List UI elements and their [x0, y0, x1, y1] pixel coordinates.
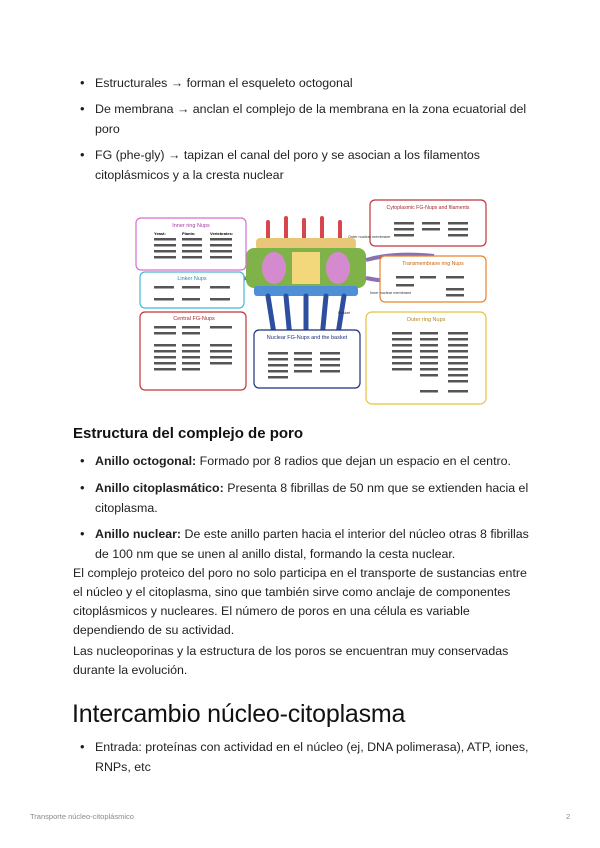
paragraph: El complejo proteico del poro no solo participa en el transporte de sustancias entre el núcleo y el citoplasma, sino que también sirve como anclaje de componentes citoplásmicos y nucleares. El número de poros en una célula es variable dependiendo de su actividad. — [73, 566, 527, 637]
list-item: • Anillo citoplasmático: Presenta 8 fibrillas de 50 nm que se extienden hacia el citoplasma. — [80, 478, 540, 518]
nuclear-pore-complex-figure — [134, 198, 488, 408]
list-item: • Anillo octogonal: Formado por 8 radios que dejan un espacio en el centro. — [80, 451, 540, 471]
col-plants: Plants: — [182, 231, 196, 236]
section-heading-exchange: Intercambio núcleo-citoplasma — [72, 700, 406, 728]
exchange-list — [80, 737, 540, 777]
inner-ring-right — [326, 252, 350, 284]
linker-title: Linker Nups — [177, 276, 207, 282]
transmembrane-title: Transmembrane ring Nups — [402, 261, 464, 267]
nuclear-fg-title: Nuclear FG-Nups and the basket — [266, 335, 348, 341]
paragraph: Las nucleoporinas y la estructura de los poros se encuentran muy conservadas durante la evolución. — [73, 644, 509, 677]
central-fg-title: Central FG-Nups — [173, 316, 215, 322]
list-item: • Estructurales → forman el esqueleto octogonal — [80, 73, 540, 93]
list-item: • FG (phe-gly) → tapizan el canal del poro y se asocian a los filamentos citoplásmicos y a la cresta nuclear — [80, 145, 540, 185]
nucleoporin-types-list — [80, 73, 540, 185]
section-heading-structure: Estructura del complejo de poro — [73, 425, 304, 442]
pore-structure-list — [80, 451, 540, 564]
col-yeast: Yeast: — [154, 231, 166, 236]
col-vertebrates: Vertebrates: — [210, 231, 234, 236]
outer-ring-title: Outer ring Nups — [406, 317, 446, 323]
inner-ring-left — [262, 252, 286, 284]
list-item: • De membrana → anclan el complejo de la membrana en la zona ecuatorial del poro — [80, 99, 540, 139]
basket-label: Basket — [338, 310, 351, 315]
central-channel — [292, 252, 320, 284]
outer-membrane-label: Outer nuclear membrane — [348, 235, 391, 239]
footer-title: Transporte núcleo-citoplásmico — [30, 812, 134, 821]
cytoplasmic-fg-title: Cytoplasmic FG-Nups and filaments — [386, 205, 470, 211]
inner-membrane-label: Inner nuclear membrane — [370, 291, 412, 295]
list-item: • Anillo nuclear: De este anillo parten hacia el interior del núcleo otras 8 fibrillas de 100 nm que se unen al anillo distal, formando la cesta nuclear. — [80, 524, 540, 564]
list-item: • Entrada: proteínas con actividad en el núcleo (ej, DNA polimerasa), ATP, iones, RNPs, etc — [80, 737, 540, 777]
page-number: 2 — [566, 812, 571, 821]
inner-ring-title: Inner ring Nups — [172, 223, 210, 229]
npc-diagram — [134, 198, 488, 408]
